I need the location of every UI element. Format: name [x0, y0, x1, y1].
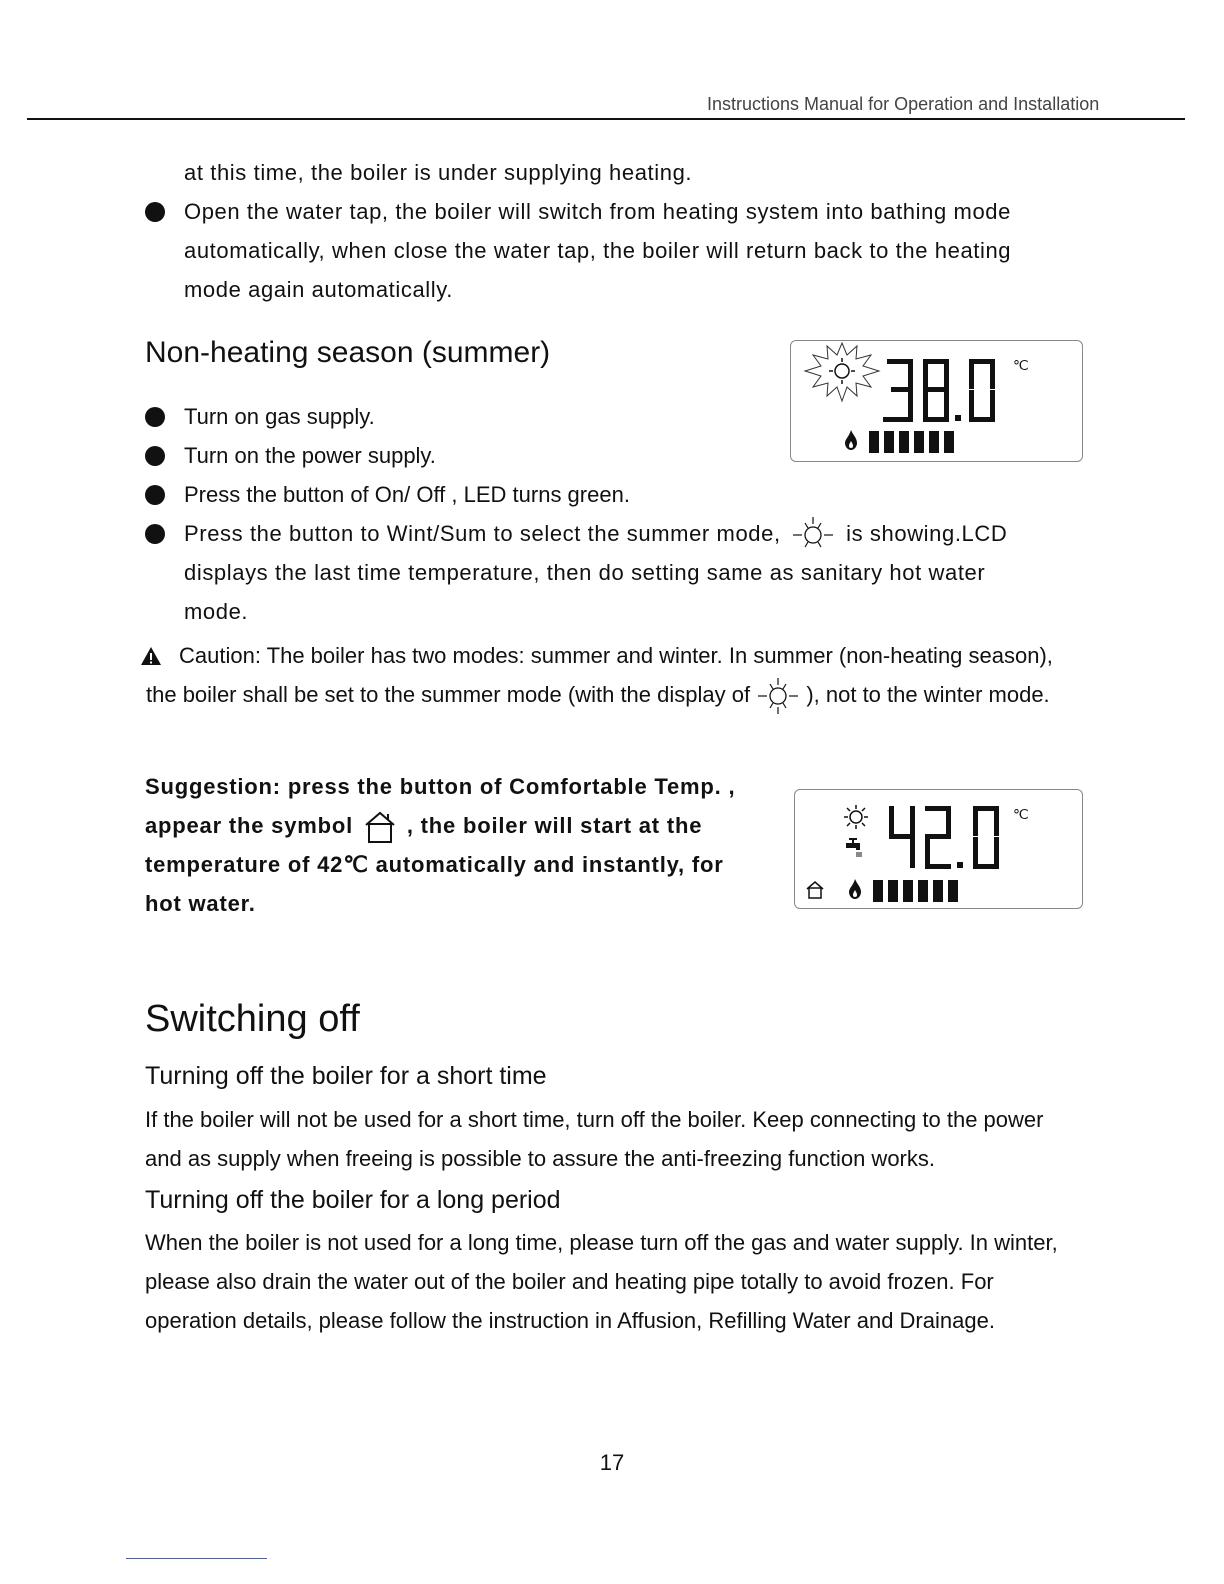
long-period-line: operation details, please follow the instruction in Affusion, Refilling Water and Drainage.: [145, 1308, 995, 1333]
summer-heading: Non-heating season (summer): [145, 336, 551, 369]
flame-level-bars: [873, 880, 958, 902]
lcd-display-summer: [790, 340, 1083, 462]
flame-level-bars: [869, 431, 954, 453]
level-bar: [914, 431, 924, 453]
summer-step: Turn on gas supply.: [184, 404, 375, 429]
bullet-icon: [145, 446, 165, 466]
summer-step-4: [184, 514, 1007, 555]
level-bar: [869, 431, 879, 453]
level-bar: [873, 880, 883, 902]
summer-step: Press the button of On/ Off , LED turns green.: [184, 482, 630, 507]
level-bar: [899, 431, 909, 453]
intro-bullet-line: Open the water tap, the boiler will switch from heating system into bathing mode: [184, 199, 1011, 224]
intro-bullet-line: automatically, when close the water tap, the boiler will return back to the heating: [184, 238, 1012, 263]
intro-bullet-line: mode again automatically.: [184, 277, 453, 302]
short-time-heading: Turning off the boiler for a short time: [145, 1062, 547, 1090]
switching-off-heading: Switching off: [145, 998, 360, 1040]
lcd-unit: ℃: [1013, 357, 1029, 373]
short-time-line: If the boiler will not be used for a short time, turn off the boiler. Keep connecting to the power: [145, 1107, 1044, 1132]
house-icon: [805, 880, 825, 900]
flame-icon: [847, 878, 863, 900]
lcd-temp-digits: [881, 357, 1011, 427]
suggestion-line1: Suggestion: press the button of Comfortable Temp. ,: [145, 774, 736, 799]
suggestion-line2-before: appear the symbol: [145, 813, 353, 838]
bullet-icon: [145, 485, 165, 505]
level-bar: [918, 880, 928, 902]
caution-line2-after: ), not to the winter mode.: [806, 682, 1050, 707]
level-bar: [929, 431, 939, 453]
long-period-heading: Turning off the boiler for a long period: [145, 1186, 561, 1214]
level-bar: [884, 431, 894, 453]
suggestion-line2: [145, 806, 702, 845]
suggestion-line3: temperature of 42℃ automatically and instantly, for: [145, 852, 724, 877]
warning-icon: [140, 646, 162, 666]
level-bar: [903, 880, 913, 902]
level-bar: [948, 880, 958, 902]
long-period-line: please also drain the water out of the boiler and heating pipe totally to avoid frozen. For: [145, 1269, 994, 1294]
lcd-temp-digits: [885, 804, 1015, 874]
bullet-icon: [145, 524, 165, 544]
lcd-display-comfort: [794, 789, 1083, 909]
intro-line: at this time, the boiler is under supplying heating.: [184, 160, 693, 185]
summer-step4-line2: displays the last time temperature, then do setting same as sanitary hot water: [184, 560, 986, 585]
sun-icon: [791, 515, 835, 555]
summer-step4-before: Press the button to Wint/Sum to select the summer mode,: [184, 521, 781, 546]
suggestion-line2-after: , the boiler will start at the: [406, 813, 703, 838]
summer-step4-after: is showing.LCD: [846, 521, 1008, 546]
level-bar: [944, 431, 954, 453]
sun-burst-icon: [803, 341, 881, 403]
summer-step: Turn on the power supply.: [184, 443, 436, 468]
short-time-line: and as supply when freeing is possible to assure the anti-freezing function works.: [145, 1146, 935, 1171]
suggestion-line4: hot water.: [145, 891, 256, 916]
bullet-icon: [145, 202, 165, 222]
bullet-icon: [145, 407, 165, 427]
level-bar: [888, 880, 898, 902]
sun-icon: [756, 676, 800, 716]
long-period-line: When the boiler is not used for a long time, please turn off the gas and water supply. In winter,: [145, 1230, 1058, 1255]
caution-line2-before: the boiler shall be set to the summer mode (with the display of: [146, 682, 751, 707]
house-icon: [362, 809, 398, 845]
header-rule: [27, 118, 1185, 120]
page-number: 17: [599, 1450, 625, 1475]
flame-icon: [843, 429, 859, 451]
footer-line: [126, 1558, 267, 1559]
level-bar: [933, 880, 943, 902]
water-tap-icon: [845, 836, 867, 858]
sun-icon: [843, 804, 869, 830]
caution-line2: [146, 675, 1050, 716]
summer-step4-line3: mode.: [184, 599, 249, 624]
lcd-unit: ℃: [1013, 806, 1029, 822]
caution-line1: Caution: The boiler has two modes: summer and winter. In summer (non-heating season),: [179, 643, 1053, 668]
header-title: Instructions Manual for Operation and Installation: [707, 94, 1100, 114]
